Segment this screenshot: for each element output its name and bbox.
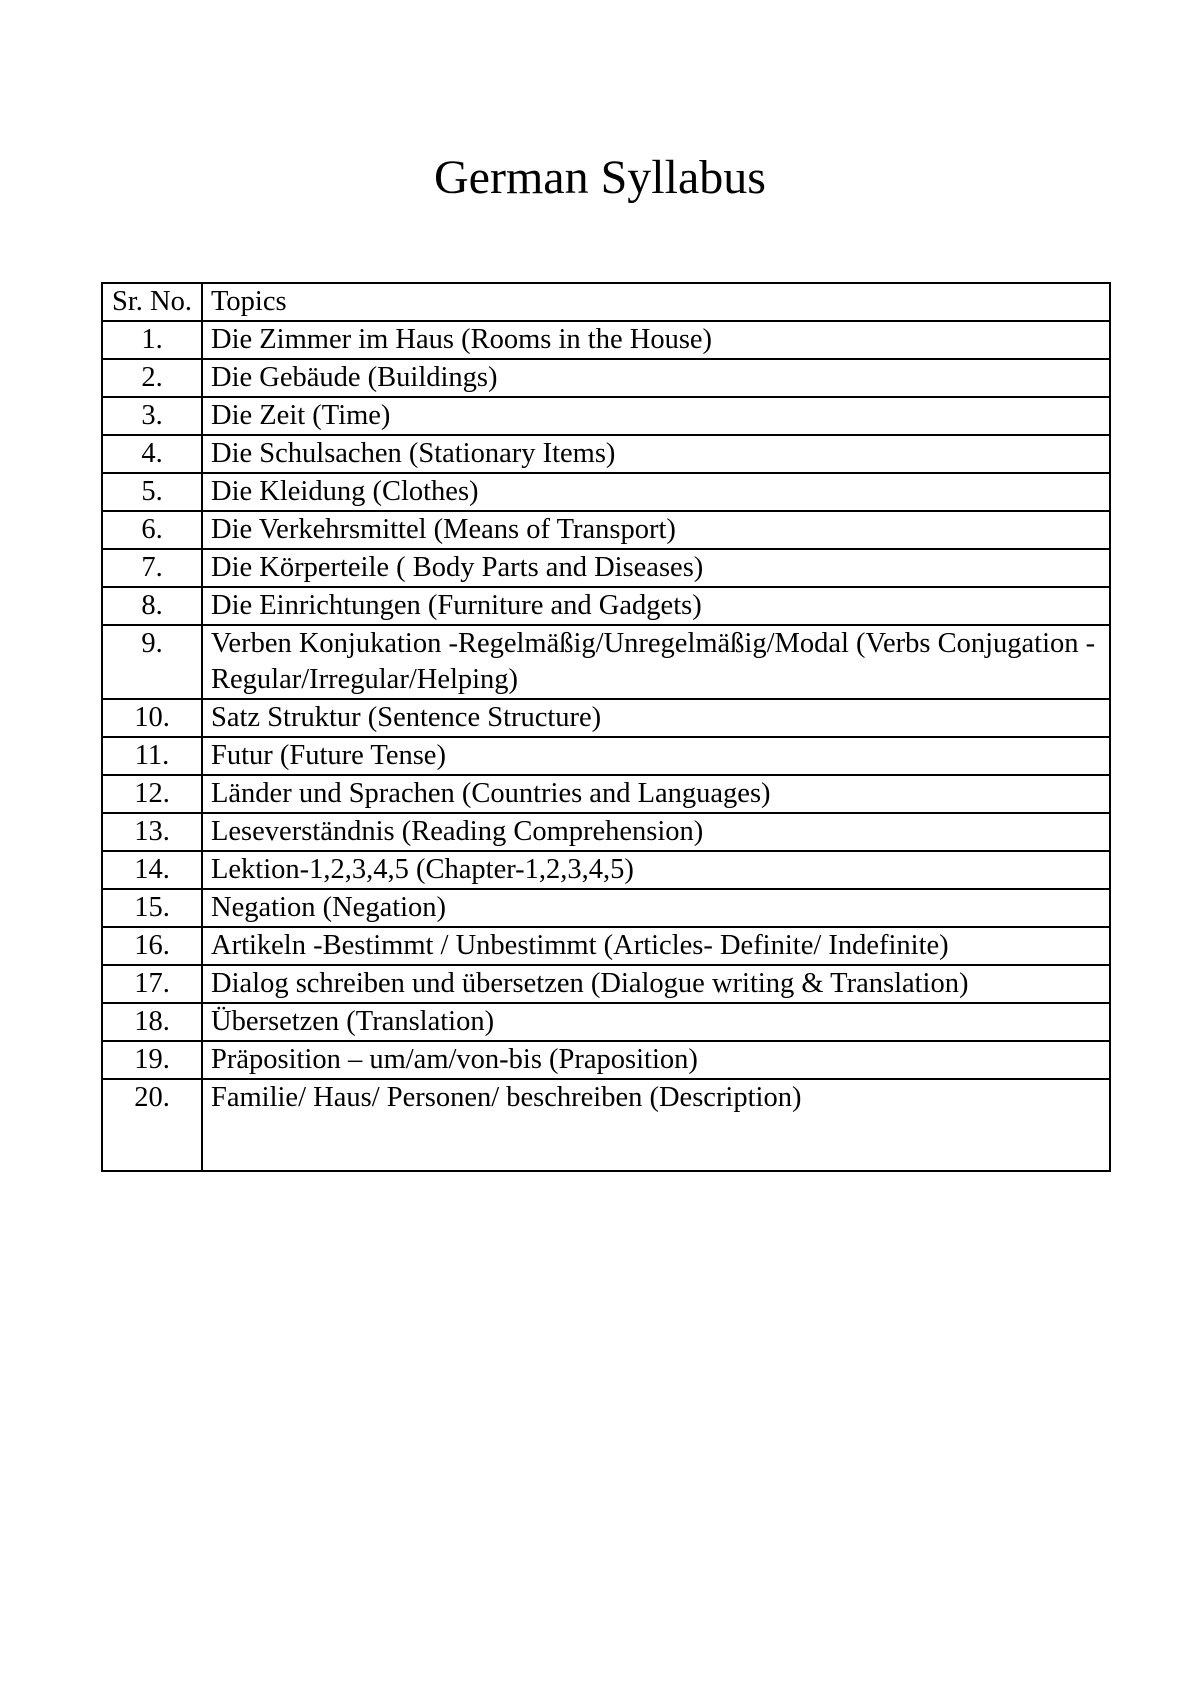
table-row [102,473,1110,511]
row-number: 8. [102,587,202,625]
row-number: 16. [102,927,202,965]
table-row [102,321,1110,359]
row-number: 3. [102,397,202,435]
table-row [102,851,1110,889]
table-row [102,359,1110,397]
row-topic: Die Zimmer im Haus (Rooms in the House) [202,321,1110,359]
row-number: 5. [102,473,202,511]
row-topic: Artikeln -Bestimmt / Unbestimmt (Articles- Definite/ Indefinite) [202,927,1110,965]
table-row [102,889,1110,927]
syllabus-table [101,282,1111,1172]
row-topic: Die Körperteile ( Body Parts and Diseases) [202,549,1110,587]
row-number: 4. [102,435,202,473]
table-row [102,737,1110,775]
row-topic: Die Kleidung (Clothes) [202,473,1110,511]
row-number: 18. [102,1003,202,1041]
row-number: 20. [102,1079,202,1171]
table-row [102,1003,1110,1041]
table-row [102,435,1110,473]
row-topic: Die Einrichtungen (Furniture and Gadgets) [202,587,1110,625]
row-topic: Präposition – um/am/von-bis (Praposition) [202,1041,1110,1079]
header-sr-no: Sr. No. [102,283,202,321]
row-topic: Leseverständnis (Reading Comprehension) [202,813,1110,851]
row-topic: Negation (Negation) [202,889,1110,927]
row-number: 10. [102,699,202,737]
page-title: German Syllabus [434,151,766,204]
row-topic: Familie/ Haus/ Personen/ beschreiben (Description) [202,1079,1110,1171]
table-row [102,813,1110,851]
row-number: 1. [102,321,202,359]
row-number: 11. [102,737,202,775]
row-number: 14. [102,851,202,889]
table-row [102,1041,1110,1079]
row-number: 15. [102,889,202,927]
row-topic: Die Zeit (Time) [202,397,1110,435]
row-topic: Länder und Sprachen (Countries and Languages) [202,775,1110,813]
row-number: 2. [102,359,202,397]
row-number: 13. [102,813,202,851]
row-number: 6. [102,511,202,549]
table-header-row [102,283,1110,321]
table-row [102,1079,1110,1171]
row-topic: Dialog schreiben und übersetzen (Dialogue writing & Translation) [202,965,1110,1003]
row-topic: Die Verkehrsmittel (Means of Transport) [202,511,1110,549]
row-number: 19. [102,1041,202,1079]
row-topic: Die Gebäude (Buildings) [202,359,1110,397]
table-row [102,775,1110,813]
row-number: 12. [102,775,202,813]
row-number: 17. [102,965,202,1003]
table-row [102,511,1110,549]
table-row [102,549,1110,587]
table-row [102,927,1110,965]
table-row [102,397,1110,435]
row-topic: Die Schulsachen (Stationary Items) [202,435,1110,473]
table-row [102,699,1110,737]
row-topic: Futur (Future Tense) [202,737,1110,775]
header-topics: Topics [202,283,1110,321]
row-number: 9. [102,625,202,699]
table-row [102,965,1110,1003]
row-topic: Lektion-1,2,3,4,5 (Chapter-1,2,3,4,5) [202,851,1110,889]
table-row [102,625,1110,699]
row-topic: Satz Struktur (Sentence Structure) [202,699,1110,737]
row-number: 7. [102,549,202,587]
row-topic: Übersetzen (Translation) [202,1003,1110,1041]
table-row [102,587,1110,625]
row-topic: Verben Konjukation -Regelmäßig/Unregelmäßig/Modal (Verbs Conjugation -Regular/Irregular/Helping) [202,625,1110,699]
